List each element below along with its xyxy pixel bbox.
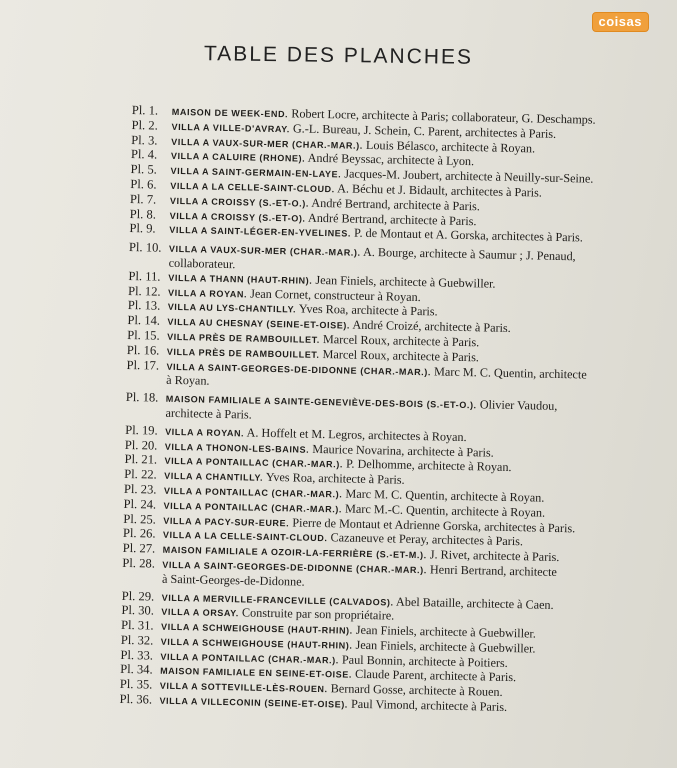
plate-location: VILLA A SCHWEIGHOUSE (HAUT-RHIN). [160, 636, 353, 651]
plate-number: Pl. 7. [129, 191, 157, 207]
plate-number: Pl. 10. [128, 240, 162, 255]
plate-location: VILLA A ROYAN. [165, 426, 245, 439]
plate-architect: Construite par son propriétaire. [238, 605, 395, 623]
plate-architect: Olivier Vaudou, [476, 397, 558, 414]
plate-architect: J. Rivet, architecte à Paris. [426, 547, 560, 565]
plate-number: Pl. 4. [130, 147, 158, 162]
plate-continuation: à Saint-Georges-de-Didonne. [161, 571, 305, 589]
plate-architect: Jean Finiels, architecte à Guebwiller. [352, 637, 536, 656]
plate-architect: André Bertrand, architecte à Paris. [305, 210, 477, 228]
plate-architect: Cazaneuve et Peray, architectes à Paris. [327, 530, 524, 549]
plate-number: Pl. 19. [125, 422, 158, 438]
plate-location: VILLA A PACY-SUR-EURE. [163, 515, 290, 528]
plate-location: VILLA A LA CELLE-SAINT-CLOUD. [162, 530, 328, 544]
plate-architect: Claude Parent, architecte à Paris. [351, 667, 517, 685]
plate-number: Pl. 2. [131, 117, 158, 133]
plate-architect: Bernard Gosse, architecte à Rouen. [327, 681, 503, 700]
plate-location: VILLA PRÈS DE RAMBOUILLET. [167, 331, 320, 345]
plate-number: Pl. 32. [120, 632, 154, 648]
plate-number: Pl. 31. [120, 617, 154, 633]
plate-location: VILLA A ROYAN. [167, 287, 248, 300]
plate-architect: André Croizé, architecte à Paris. [349, 317, 511, 336]
plate-architect: Maurice Novarina, architecte à Paris. [309, 441, 494, 460]
plate-location: MAISON DE WEEK-END. [171, 106, 289, 120]
plate-number: Pl. 15. [127, 327, 160, 343]
plate-number: Pl. 13. [127, 298, 161, 313]
plate-location: VILLA A CROISSY (S.-ET-O). [169, 210, 306, 224]
plate-location: VILLA A VAUX-SUR-MER (CHAR.-MAR.). [168, 243, 361, 258]
plate-number: Pl. 30. [121, 603, 155, 618]
plate-location: VILLA A MERVILLE-FRANCEVILLE (CALVADOS). [161, 592, 394, 608]
plate-location: VILLA A THONON-LES-BAINS. [164, 441, 310, 455]
plate-number: Pl. 23. [123, 481, 157, 497]
plate-architect: Yves Roa, architecte à Paris. [296, 301, 438, 319]
plate-location: VILLA A PONTAILLAC (CHAR.-MAR.). [164, 456, 344, 470]
plate-location: VILLA A THANN (HAUT-RHIN). [168, 272, 313, 286]
plate-number: Pl. 35. [119, 677, 153, 692]
plate-number: Pl. 34. [120, 662, 153, 678]
plate-architect: Paul Bonnin, architecte à Poitiers. [338, 652, 508, 670]
plate-architect: Henri Bertrand, architecte [426, 562, 557, 579]
plate-number: Pl. 6. [130, 176, 157, 192]
watermark-logo: coisas [592, 12, 649, 32]
plate-location: VILLA A LA CELLE-SAINT-CLOUD. [170, 180, 335, 195]
plate-number: Pl. 5. [130, 162, 158, 177]
plate-number: Pl. 16. [126, 342, 160, 358]
plate-architect: Robert Locre, architecte à Paris; collaborateur, G. Deschamps. [288, 106, 596, 127]
plate-number: Pl. 33. [120, 647, 154, 663]
plate-number: Pl. 22. [124, 467, 157, 482]
plate-architect: G.-L. Bureau, J. Schein, C. Parent, architectes à Paris. [289, 121, 557, 141]
plate-number: Pl. 24. [123, 496, 157, 512]
plate-number: Pl. 14. [127, 313, 161, 328]
plate-location: VILLA PRÈS DE RAMBOUILLET. [166, 346, 320, 360]
plate-architect: Pierre de Montaut et Adrienne Gorska, architectes à Paris. [289, 514, 576, 535]
plate-number: Pl. 8. [129, 206, 157, 222]
plate-architect: Marc M. C. Quentin, architecte [430, 363, 587, 382]
plate-location: MAISON FAMILIALE A SAINTE-GENEVIÈVE-DES-BOIS (S.-ET-O.). [165, 393, 477, 411]
plate-number: Pl. 26. [122, 526, 156, 541]
plate-architect: Marc M.-C. Quentin, architecte à Royan. [341, 501, 546, 520]
plate-architect: A. Bourge, architecte à Saumur ; J. Penaud, [360, 244, 576, 264]
plate-architect: Paul Vimond, architecte à Paris. [347, 696, 508, 715]
plate-location: VILLA A SAINT-GEORGES-DE-DIDONNE (CHAR.-MAR.). [166, 361, 432, 377]
plate-number: Pl. 3. [131, 132, 158, 148]
plate-architect: Yves Roa, architecte à Paris. [263, 469, 405, 487]
plate-number: Pl. 29. [121, 588, 155, 604]
plate-architect: A. Hoffelt et M. Legros, architectes à Royan. [244, 425, 467, 444]
plate-location: VILLA A VILLECONIN (SEINE-ET-OISE). [159, 695, 349, 710]
plate-location: MAISON FAMILIALE EN SEINE-ET-OISE. [160, 666, 353, 681]
plate-architect: Marcel Roux, architecte à Paris. [319, 346, 480, 365]
plate-location: VILLA A CROISSY (S.-ET-O.). [169, 195, 310, 209]
plate-architect: André Bertrand, architecte à Paris. [308, 195, 481, 214]
plate-architect: A. Béchu et J. Bidault, architectes à Paris. [334, 181, 543, 200]
plate-architect: André Beyssac, architecte à Lyon. [305, 151, 475, 169]
plate-location: VILLA A CHANTILLY. [164, 470, 264, 483]
plate-location: VILLA A ORSAY. [161, 607, 240, 619]
plate-location: VILLA AU CHESNAY (SEINE-ET-OISE). [167, 316, 351, 331]
plate-number: Pl. 25. [123, 511, 157, 527]
plate-continuation: collaborateur. [168, 255, 236, 272]
plate-architect: Marc M. C. Quentin, architecte à Royan. [342, 486, 545, 505]
plate-architect: Louis Bélasco, architecte à Royan. [362, 137, 536, 156]
plate-architect: Jean Finiels, architecte à Guebwiller. [352, 622, 537, 641]
plate-location: MAISON FAMILIALE A OZOIR-LA-FERRIÈRE (S.-ET-M.). [162, 544, 427, 561]
plate-number: Pl. 11. [128, 268, 161, 284]
plate-architect: Jean Finiels, architecte à Guebwiller. [312, 272, 496, 291]
plate-location: VILLA A PONTAILLAC (CHAR.-MAR.). [163, 485, 343, 500]
plate-location: VILLA A SAINT-LÉGER-EN-YVELINES. [169, 225, 352, 239]
plate-location: VILLA A VILLE-D'AVRAY. [171, 121, 290, 135]
plate-number: Pl. 18. [125, 390, 159, 405]
plate-location: VILLA A SAINT-GERMAIN-EN-LAYE. [170, 166, 342, 180]
plate-location: VILLA A SAINT-GEORGES-DE-DIDONNE (CHAR.-MAR.). [162, 559, 428, 576]
plate-location: VILLA A SOTTEVILLE-LÈS-ROUEN. [159, 680, 328, 695]
plate-location: VILLA A PONTAILLAC (CHAR.-MAR.). [160, 651, 340, 666]
plate-number: Pl. 12. [127, 283, 161, 299]
plate-number: Pl. 27. [122, 541, 156, 556]
plate-number: Pl. 21. [124, 452, 158, 467]
plate-number: Pl. 9. [129, 221, 156, 236]
plate-location: VILLA A CALUIRE (RHONE). [170, 151, 306, 165]
plate-architect: P. de Montaut et A. Gorska, architectes à Paris. [350, 225, 584, 245]
plate-location: VILLA A VAUX-SUR-MER (CHAR.-MAR.). [171, 136, 364, 151]
plate-continuation: architecte à Paris. [165, 405, 252, 422]
plate-continuation: à Royan. [166, 373, 210, 389]
plate-number: Pl. 20. [124, 437, 158, 453]
plate-location: VILLA AU LYS-CHANTILLY. [167, 302, 297, 315]
plate-number: Pl. 1. [131, 103, 159, 118]
plate-description [165, 392, 645, 431]
plate-number: Pl. 36. [119, 691, 153, 707]
plates-list [119, 104, 652, 719]
plate-architect: Abel Bataille, architecte à Caen. [393, 594, 554, 612]
plate-architect: Jacques-M. Joubert, architecte à Neuilly-sur-Seine. [341, 166, 594, 186]
plate-location: VILLA A PONTAILLAC (CHAR.-MAR.). [163, 500, 343, 515]
plate-number: Pl. 17. [126, 357, 160, 373]
page-title: TABLE DES PLANCHES [203, 42, 474, 69]
plate-number: Pl. 28. [122, 555, 156, 571]
plate-location: VILLA A SCHWEIGHOUSE (HAUT-RHIN). [160, 621, 353, 636]
plate-architect: P. Delhomme, architecte à Royan. [342, 456, 512, 475]
plate-architect: Jean Cornet, constructeur à Royan. [246, 286, 421, 304]
plate-architect: Marcel Roux, architecte à Paris. [319, 331, 480, 350]
